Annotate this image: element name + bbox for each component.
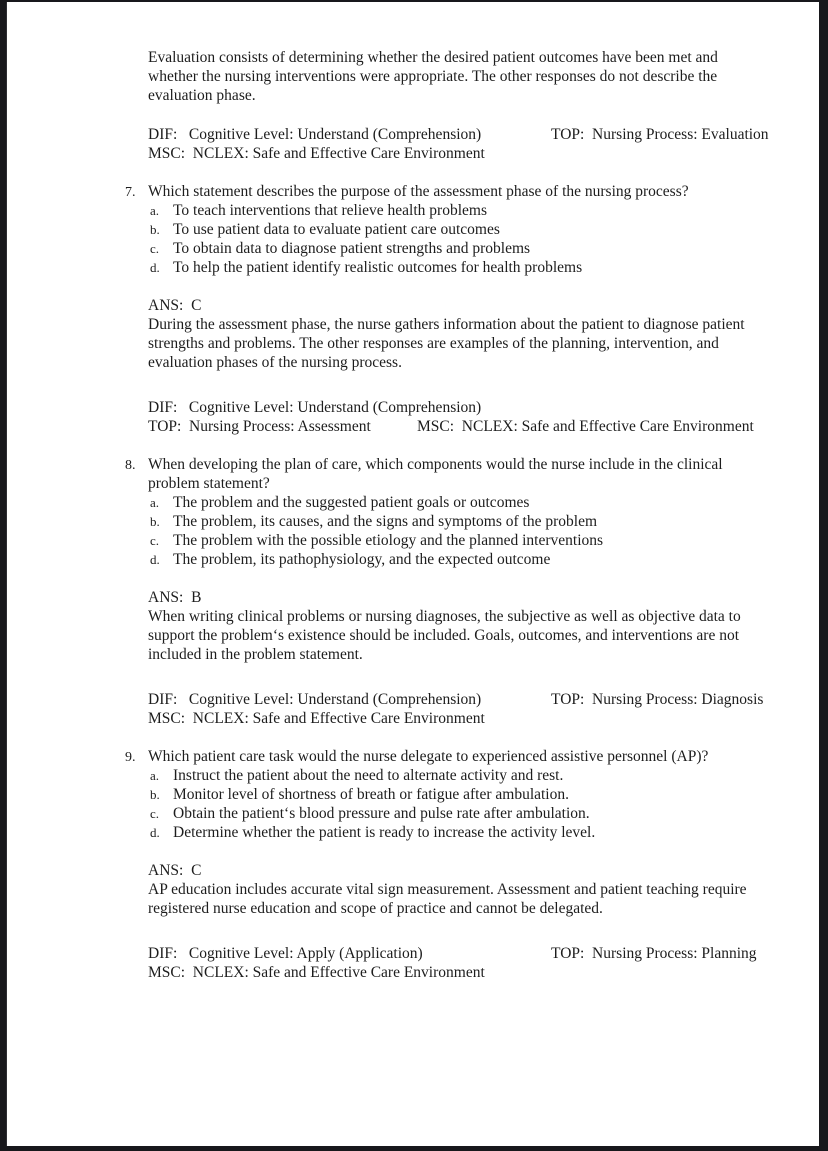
meta-top: TOP: Nursing Process: Planning <box>551 945 757 962</box>
option-text: Instruct the patient about the need to alternate activity and rest. <box>173 767 564 784</box>
option-row <box>150 201 774 220</box>
meta-msc: MSC: NCLEX: Safe and Effective Care Environment <box>148 964 485 981</box>
meta-top: TOP: Nursing Process: Assessment <box>148 418 371 435</box>
options-list <box>148 201 774 277</box>
option-text: The problem with the possible etiology and the planned interventions <box>173 532 604 549</box>
question-number: 9. <box>125 749 136 765</box>
option-row <box>150 804 774 823</box>
question-9 <box>125 747 774 982</box>
question-stem: Which patient care task would the nurse delegate to experienced assistive personnel (AP)? <box>148 748 709 765</box>
meta-top: TOP: Nursing Process: Evaluation <box>551 126 769 143</box>
option-letter: a. <box>150 768 160 783</box>
meta-block <box>148 690 774 728</box>
option-letter: a. <box>150 495 160 510</box>
meta-dif: DIF: Cognitive Level: Understand (Comprehension) <box>148 691 482 708</box>
option-row <box>150 766 774 785</box>
document-content <box>7 2 819 1146</box>
rationale-text: AP education includes accurate vital sign measurement. Assessment and patient teaching require registered nurse education and scope of practice and cannot be delegated. <box>148 881 747 917</box>
meta-row <box>148 690 774 709</box>
rationale-text: Evaluation consists of determining whether the desired patient outcomes have been met and whether the nursing interventions were appropriate. The other responses do not describe the evaluation phase. <box>148 49 718 104</box>
meta-msc: MSC: NCLEX: Safe and Effective Care Environment <box>417 418 754 435</box>
meta-top: TOP: Nursing Process: Diagnosis <box>551 691 764 708</box>
option-row <box>150 239 774 258</box>
option-letter: b. <box>150 787 160 802</box>
option-text: The problem, its pathophysiology, and the expected outcome <box>173 551 551 568</box>
meta-block <box>148 944 774 982</box>
option-letter: c. <box>150 806 160 821</box>
answer-block <box>148 861 774 918</box>
option-letter: d. <box>150 825 160 840</box>
question-number: 8. <box>125 457 136 473</box>
answer-line: ANS: C <box>148 862 202 879</box>
option-row <box>150 531 774 550</box>
option-row <box>150 550 774 569</box>
option-text: The problem, its causes, and the signs and symptoms of the problem <box>173 513 598 530</box>
question-7 <box>125 182 774 436</box>
meta-dif: DIF: Cognitive Level: Understand (Comprehension) <box>148 126 482 143</box>
option-text: Monitor level of shortness of breath or fatigue after ambulation. <box>173 786 569 803</box>
question-stem: Which statement describes the purpose of the assessment phase of the nursing process? <box>148 183 689 200</box>
options-list <box>148 493 774 569</box>
document-page <box>6 2 819 1146</box>
option-letter: c. <box>150 533 160 548</box>
meta-msc: MSC: NCLEX: Safe and Effective Care Environment <box>148 145 485 162</box>
meta-row <box>148 963 774 982</box>
meta-block <box>148 398 774 436</box>
meta-row <box>148 398 774 417</box>
rationale-text: When writing clinical problems or nursing diagnoses, the subjective as well as objective data to support the problem‘s existence should be included. Goals, outcomes, and interventions are not included in the problem statement. <box>148 608 741 663</box>
question-8 <box>125 455 774 728</box>
meta-row <box>148 417 774 436</box>
options-list <box>148 766 774 842</box>
answer-line: ANS: B <box>148 589 202 606</box>
option-letter: b. <box>150 514 160 529</box>
meta-dif: DIF: Cognitive Level: Apply (Application) <box>148 945 423 962</box>
option-text: To help the patient identify realistic outcomes for health problems <box>173 259 583 276</box>
option-letter: c. <box>150 241 160 256</box>
answer-line: ANS: C <box>148 297 202 314</box>
option-row <box>150 220 774 239</box>
option-row <box>150 258 774 277</box>
option-text: To obtain data to diagnose patient strengths and problems <box>173 240 531 257</box>
answer-block <box>148 588 774 664</box>
question-stem: When developing the plan of care, which components would the nurse include in the clinical problem statement? <box>148 456 723 492</box>
question-number: 7. <box>125 184 136 200</box>
option-row <box>150 493 774 512</box>
option-row <box>150 785 774 804</box>
option-text: Obtain the patient‘s blood pressure and pulse rate after ambulation. <box>173 805 590 822</box>
meta-row <box>148 144 774 163</box>
rationale-text: During the assessment phase, the nurse gathers information about the patient to diagnose patient strengths and problems. The other responses are examples of the planning, intervention, and evaluation phases of the nursing process. <box>148 316 745 371</box>
option-text: To use patient data to evaluate patient care outcomes <box>173 221 500 238</box>
option-letter: a. <box>150 203 160 218</box>
answer-block <box>148 296 774 372</box>
meta-dif: DIF: Cognitive Level: Understand (Comprehension) <box>148 399 482 416</box>
meta-msc: MSC: NCLEX: Safe and Effective Care Environment <box>148 710 485 727</box>
option-letter: d. <box>150 552 160 567</box>
meta-row <box>148 125 774 144</box>
meta-row <box>148 944 774 963</box>
meta-row <box>148 709 774 728</box>
meta-block <box>148 125 774 163</box>
option-letter: d. <box>150 260 160 275</box>
option-row <box>150 823 774 842</box>
option-row <box>150 512 774 531</box>
option-text: The problem and the suggested patient goals or outcomes <box>173 494 530 511</box>
option-text: Determine whether the patient is ready to increase the activity level. <box>173 824 596 841</box>
option-text: To teach interventions that relieve health problems <box>173 202 487 219</box>
option-letter: b. <box>150 222 160 237</box>
